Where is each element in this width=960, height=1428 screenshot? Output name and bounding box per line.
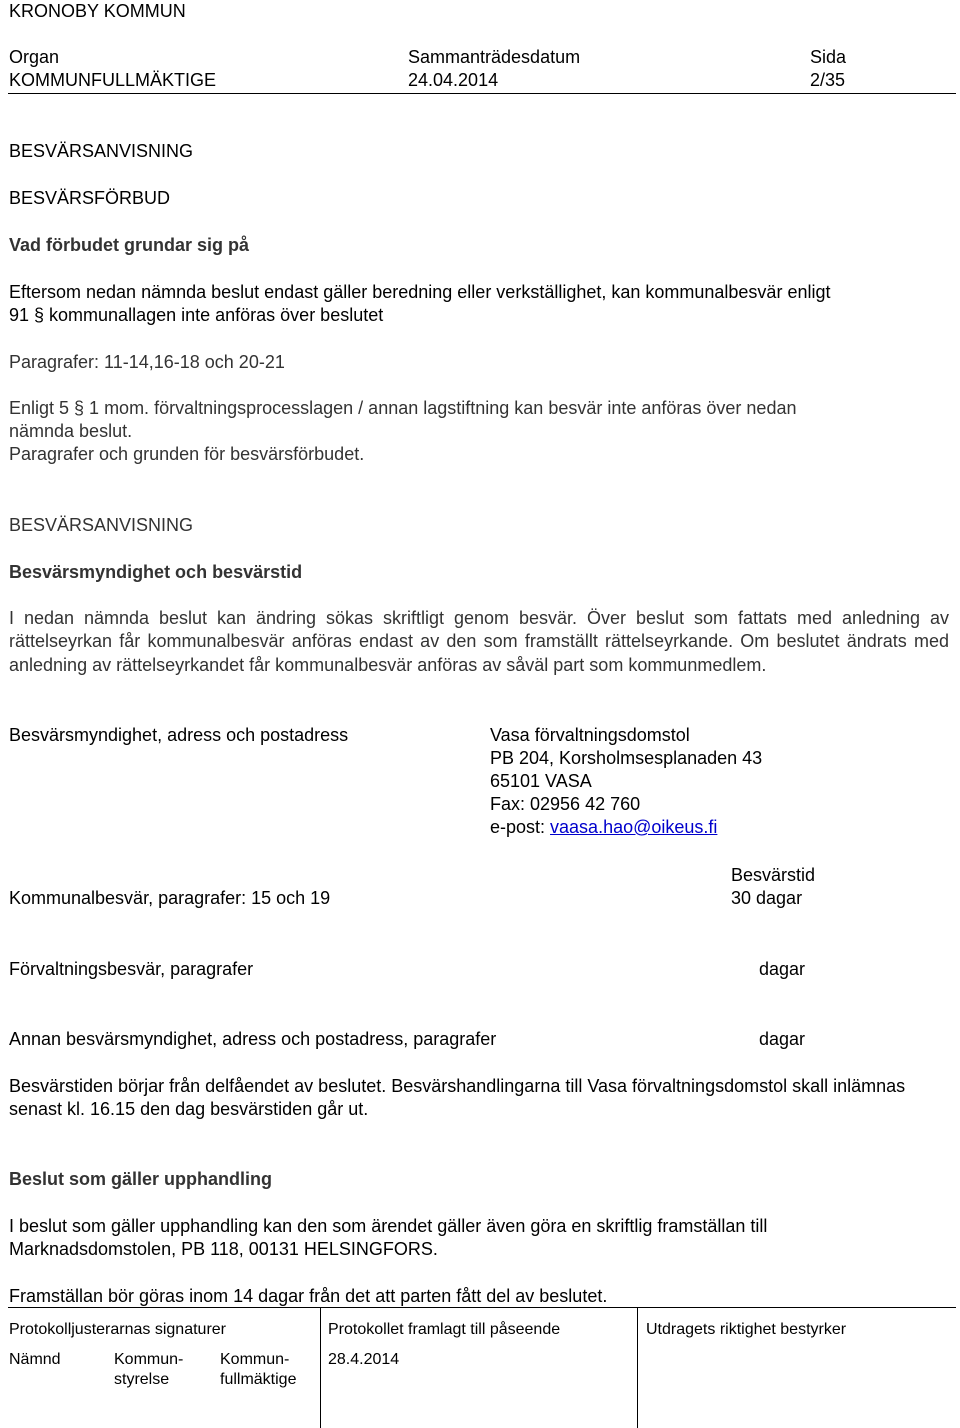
- extract-label: Utdragets riktighet bestyrker: [646, 1321, 847, 1338]
- section1-subheading: BESVÄRSFÖRBUD: [9, 188, 171, 208]
- authority-label: Besvärsmyndighet, adress och postadress: [9, 725, 349, 745]
- section2-subheading: Besvärsmyndighet och besvärstid: [9, 562, 303, 582]
- other-authority-label: Annan besvärsmyndighet, adress och postadress, paragrafer: [9, 1029, 497, 1049]
- reason-line-2: 91 § kommunallagen inte anföras över beslutet: [9, 305, 384, 325]
- footer-divider-1: [320, 1307, 321, 1428]
- procurement-paragraph-2: Framställan bör göras inom 14 dagar från det att parten fått del av beslutet.: [9, 1286, 608, 1306]
- posted-label: Protokollet framlagt till påseende: [328, 1321, 561, 1338]
- authority-address: PB 204, Korsholmsesplanaden 43: [490, 748, 763, 768]
- municipal-appeal-days: 30 dagar: [731, 888, 803, 908]
- municipal-appeal-label: Kommunalbesvär, paragrafer: 15 och 19: [9, 888, 331, 908]
- authority-postal: 65101 VASA: [490, 771, 592, 791]
- law-line-1: Enligt 5 § 1 mom. förvaltningsprocesslagen / annan lagstiftning kan besvär inte anföras över nedan: [9, 398, 797, 418]
- intro-paragraph: I nedan nämnda beslut kan ändring sökas skriftligt genom besvär. Över beslut som fattats med anledning av rättelseyrkan får kommunalbesvär anföras endast av den som framställt rättelseyrkande. Om beslutet ändrats med anledning av rättelseyrkandet får kommunalbesvär anföras av såväl part som kommunmedlem.: [9, 608, 949, 675]
- footer-top-divider: [8, 1307, 956, 1308]
- admin-appeal-days: dagar: [759, 959, 806, 979]
- page-label: Sida: [810, 47, 847, 67]
- authority-fax: Fax: 02956 42 760: [490, 794, 641, 814]
- signatures-label: Protokolljusterarnas signaturer: [9, 1321, 226, 1338]
- authority-email-row: [490, 816, 717, 839]
- signature-col-fullmaktige-2: fullmäktige: [220, 1371, 297, 1388]
- paragraphs-list: Paragrafer: 11-14,16-18 och 20-21: [9, 352, 285, 372]
- signature-col-styrelse-2: styrelse: [114, 1371, 170, 1388]
- authority-email-prefix: e-post:: [490, 817, 551, 837]
- signature-col-styrelse-1: Kommun-: [114, 1351, 184, 1368]
- law-line-3: Paragrafer och grunden för besvärsförbudet.: [9, 444, 365, 464]
- footer-divider-2: [637, 1307, 638, 1428]
- organ-label: Organ: [9, 47, 60, 67]
- posted-date: 28.4.2014: [328, 1351, 400, 1368]
- law-line-2: nämnda beslut.: [9, 421, 133, 441]
- authority-email-link[interactable]: vaasa.hao@oikeus.fi: [550, 817, 718, 837]
- municipality-name: KRONOBY KOMMUN: [9, 1, 186, 21]
- reason-line-1: Eftersom nedan nämnda beslut endast gäller beredning eller verkställighet, kan kommunalbesvär enligt: [9, 282, 831, 302]
- header-divider: [8, 93, 956, 94]
- signature-col-namnd: Nämnd: [9, 1351, 61, 1368]
- signature-col-fullmaktige-1: Kommun-: [220, 1351, 290, 1368]
- section2-heading: BESVÄRSANVISNING: [9, 515, 194, 535]
- admin-appeal-label: Förvaltningsbesvär, paragrafer: [9, 959, 254, 979]
- organ-value: KOMMUNFULLMÄKTIGE: [9, 70, 217, 90]
- procurement-paragraph-1: I beslut som gäller upphandling kan den som ärendet gäller även göra en skriftlig framställan till Marknadsdomstolen, PB 118, 00131 HELSINGFORS.: [9, 1216, 768, 1260]
- reason-heading: Vad förbudet grundar sig på: [9, 235, 250, 255]
- appeal-time-header: Besvärstid: [731, 865, 816, 885]
- meeting-date-value: 24.04.2014: [408, 70, 499, 90]
- procurement-heading: Beslut som gäller upphandling: [9, 1169, 273, 1189]
- other-authority-days: dagar: [759, 1029, 806, 1049]
- authority-name: Vasa förvaltningsdomstol: [490, 725, 690, 745]
- deadline-paragraph: Besvärstiden börjar från delfåendet av beslutet. Besvärshandlingarna till Vasa förvaltningsdomstol skall inlämnas senast kl. 16.15 den dag besvärstiden går ut.: [9, 1076, 906, 1120]
- section1-heading: BESVÄRSANVISNING: [9, 141, 194, 161]
- meeting-date-label: Sammanträdesdatum: [408, 47, 581, 67]
- page-number: 2/35: [810, 70, 846, 90]
